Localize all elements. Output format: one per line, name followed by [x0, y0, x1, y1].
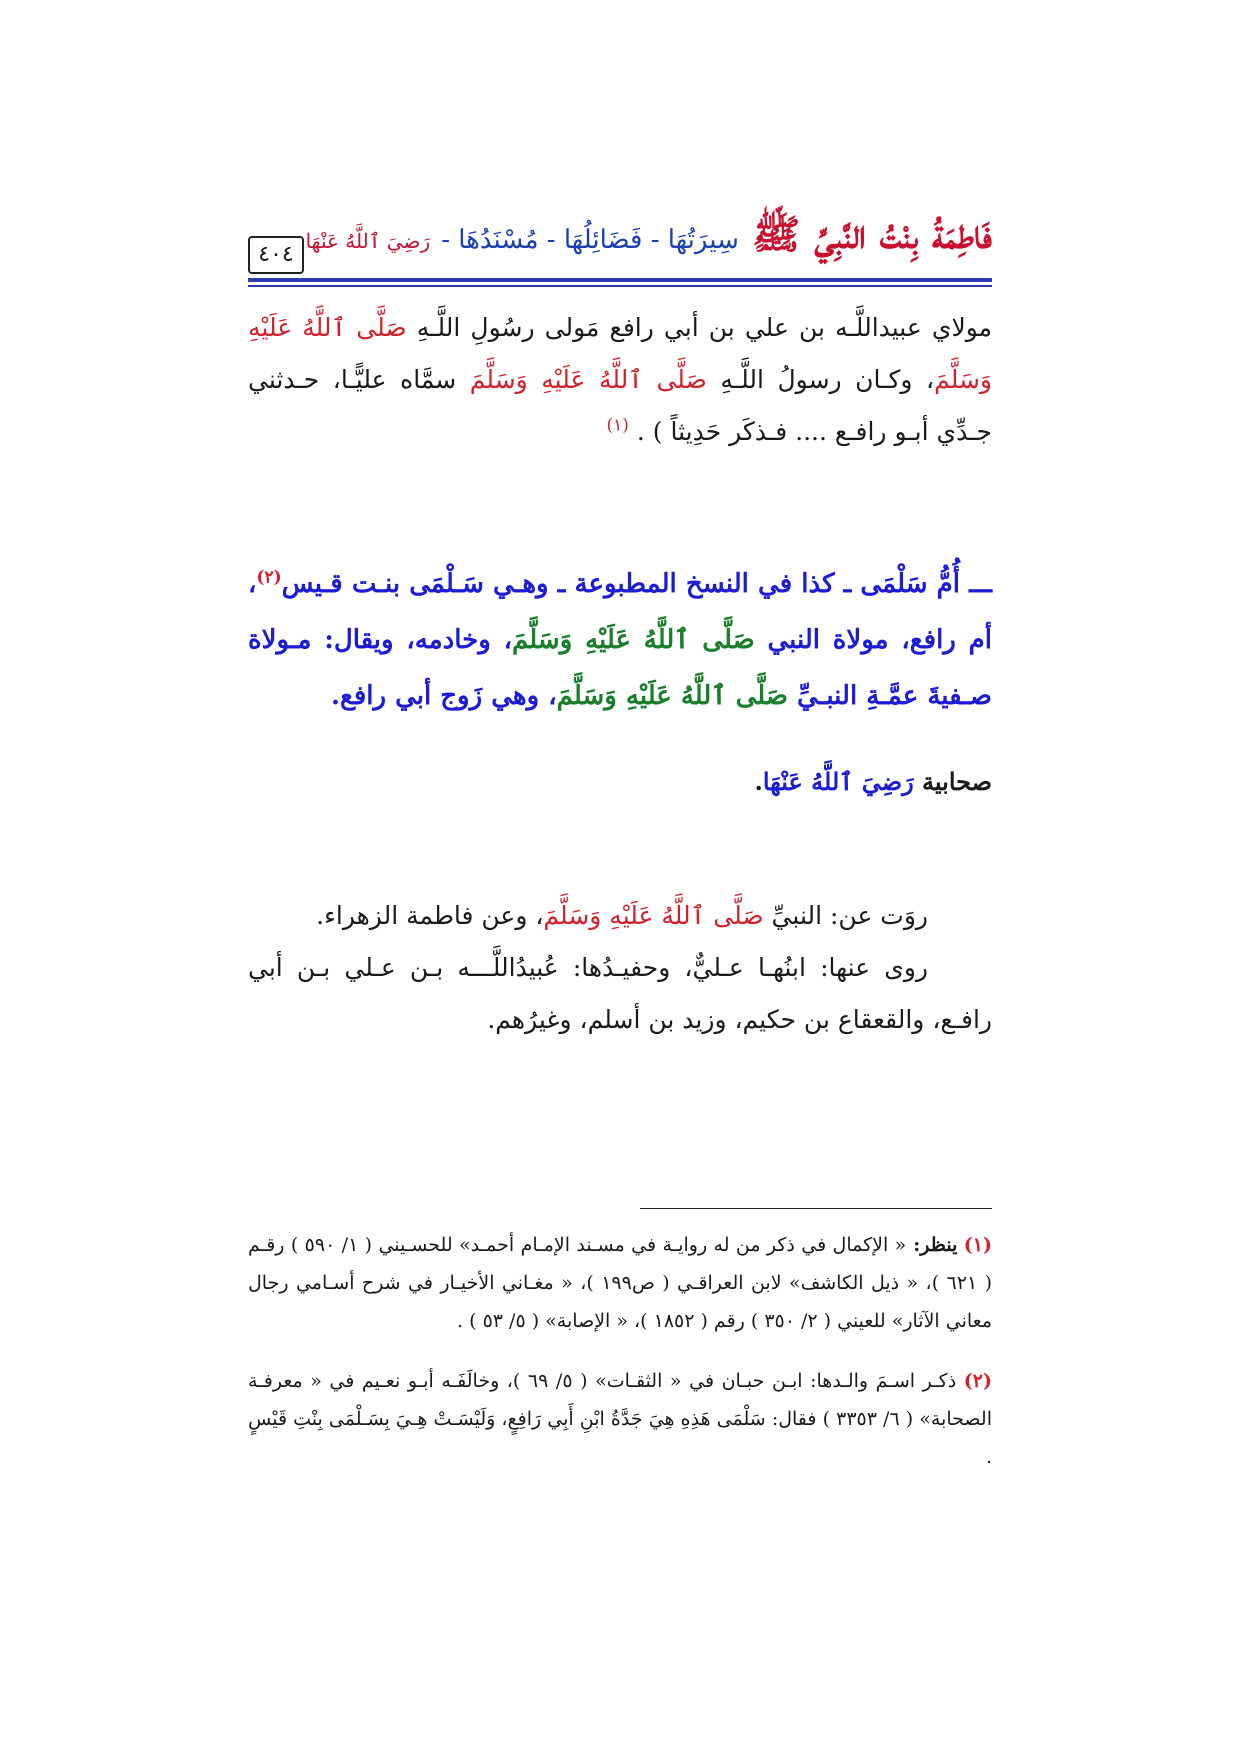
paragraph-1: [248, 302, 992, 458]
para3-text-1: صحابية: [913, 767, 992, 796]
footnote-2-text: ذكـر اسـمَ والـدها: ابـن حبـان في « الثقـات» ( ٥/ ٦٩ )، وخالَفَـه أبـو نعـيم في « معرفـة الصحابة» ( ٦/ ٣٣٥٣ ) فقال: سَلْمَى هَذِهِ هِيَ جَدَّةُ ابْنِ أَبِي رَافِعٍ، وَلَيْسَـتْ هِـيَ بِسَـلْمَى بِنْتِ قَيْسٍ .: [248, 1370, 992, 1468]
footnote-ref-1[interactable]: (١): [606, 415, 629, 436]
title-main: فَاطِمَةُ بِنْتُ النَّبِيِّ ﷺ: [752, 211, 992, 258]
footnote-1-lead: ينظر:: [906, 1234, 958, 1256]
header-rule-thin: [248, 285, 992, 287]
para4-narrators: روى عنها: ابنُهـا عـليٌّ، وحفيـدُها: عُبيدُاللَّـــه بـن عـلي بـن أبي رافـع، والقعقاع بن حكيم، وزيد بن أسلم، وغيرُهم.: [248, 953, 992, 1034]
radi-phrase: رَضِيَ ٱللَّهُ عَنْهَا: [762, 767, 914, 796]
para2-text-3: ، وخادمه، ويقال: مـولاة صـفيةَ عمَّـةِ النبـيِّ: [248, 625, 992, 711]
salawat-2: صَلَّى ٱللَّهُ عَلَيْهِ وَسَلَّمَ: [469, 365, 707, 394]
salawat-3: صَلَّى ٱللَّهُ عَلَيْهِ وَسَلَّمَ: [512, 625, 755, 655]
para1-text-3: سمَّاه عليًّـا، حـدثني جـدِّي أبـو رافـع .... فـذكَر حَدِيثاً ) .: [248, 365, 992, 446]
paragraph-3: [248, 762, 992, 802]
salawat-1: صَلَّى ٱللَّهُ عَلَيْهِ وَسَلَّمَ: [248, 313, 992, 394]
para2-text-1: ـــ أُمُّ سَلْمَى ـ كذا في النسخ المطبوعة ـ وهـي سَـلْمَى بنـت قـيس: [281, 569, 992, 599]
footnote-1: [248, 1226, 992, 1340]
para1-text-2: ، وكـان رسولُ اللَّـهِ: [706, 365, 935, 394]
para2-text-2: ، أم رافع، مولاة النبي: [248, 569, 992, 655]
footnote-2: [248, 1362, 992, 1476]
footnote-1-text: « الإكمال في ذكر من له روايـة في مسـند الإمـام أحمـد» للحسـيني ( ١/ ٥٩٠ ) رقـم ( ٦٢١ )، « ذيل الكاشف» لابن العراقـي ( ص١٩٩ )، « مغـاني الأخيـار في شرح أسـامي رجال معاني الآثار» للعيني ( ٢/ ٣٥٠ ) رقم ( ١٨٥٢ )، « الإصابة» ( ٥/ ٥٣ ) .: [248, 1234, 993, 1332]
header-rule-thick: [248, 278, 992, 282]
title-radi: رَضِيَ ٱللَّهُ عَنْهَا: [305, 229, 431, 253]
page-number: ٤٠٤: [248, 236, 304, 274]
salawat-5: صَلَّى ٱللَّهُ عَلَيْهِ وَسَلَّمَ: [543, 901, 764, 930]
salawat-4: صَلَّى ٱللَّهُ عَلَيْهِ وَسَلَّمَ: [556, 681, 788, 711]
title-sub: سِيرَتُهَا - فَضَائِلُهَا - مُسْنَدُهَا -: [441, 225, 739, 255]
footnote-2-number: (٢): [963, 1370, 992, 1392]
running-title: [305, 210, 992, 268]
paragraph-2: [248, 556, 992, 724]
para4-text-1: روَت عن: النبيِّ: [763, 901, 928, 930]
para3-text-2: .: [754, 767, 763, 796]
footnote-ref-2[interactable]: (٢): [256, 567, 282, 588]
para4-text-2: ، وعن فاطمة الزهراء.: [316, 901, 544, 930]
footnote-1-number: (١): [963, 1234, 992, 1256]
page-header: [248, 196, 992, 286]
paragraph-4: [248, 890, 992, 1046]
para1-text-1: مولاي عبيداللَّـه بن علي بن أبي رافع مَولى رسُولِ اللَّـهِ: [406, 313, 993, 342]
footnote-separator: [640, 1208, 992, 1209]
para2-text-4: ، وهي زَوج أبي رافع.: [330, 681, 557, 711]
